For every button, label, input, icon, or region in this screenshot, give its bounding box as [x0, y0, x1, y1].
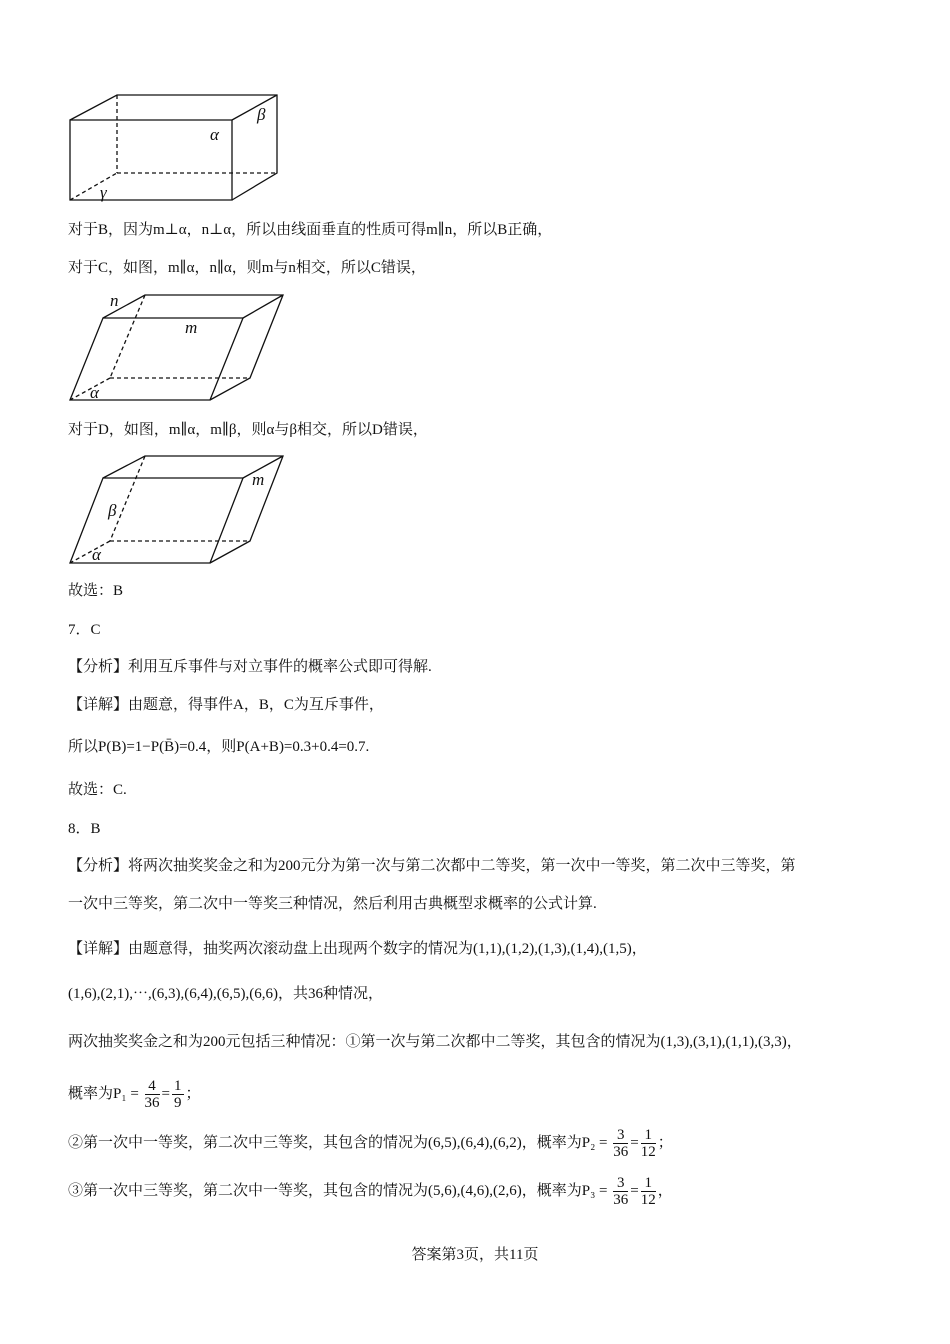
- question-8-answer: 8．B: [68, 821, 101, 837]
- fraction: $\frac{3}{36}$: [613, 1127, 629, 1160]
- label-beta: β: [108, 501, 117, 520]
- label-m: m: [252, 470, 265, 489]
- q8-analysis-2: 一次中三等奖，第二次中一等奖三种情况，然后利用古典概型求概率的公式计算.: [68, 896, 597, 912]
- fraction: $\frac{1}{9}$: [174, 1078, 182, 1111]
- page-footer: 答案第3页，共11页: [411, 1247, 539, 1263]
- q7-detail: 【详解】由题意，得事件A，B，C为互斥事件，: [68, 697, 384, 713]
- q8-detail-3: 两次抽奖奖金之和为200元包括三种情况：①第一次与第二次都中二等奖，其包含的情况为(1,3),(3,1),(1,1),(3,3)，: [68, 1034, 802, 1050]
- fraction: $\frac{4}{36}$: [144, 1078, 160, 1111]
- label-gamma: γ: [100, 183, 107, 202]
- q8-detail-1: 【详解】由题意得，抽奖两次滚动盘上出现两个数字的情况为(1,1),(1,2),(1,3),(1,4),(1,5)，: [68, 941, 647, 957]
- text-option-b: 对于B，因为m⊥α，n⊥α，所以由线面垂直的性质可得m∥n，所以B正确，: [68, 222, 553, 238]
- label-m: m: [185, 318, 198, 337]
- figure-prism-c: [60, 285, 300, 410]
- q8-p1: 概率为P₁ = $\frac{4}{36}$ = $\frac{1}{9}$ ；: [68, 1078, 201, 1111]
- answer-q6: 故选：B: [68, 583, 124, 599]
- figure-cuboid: [60, 85, 300, 210]
- case-3-text: ③第一次中三等奖，第二次中一等奖，其包含的情况为(5,6),(4,6),(2,6)，概率为P₃ =: [68, 1182, 608, 1199]
- q7-choose: 故选：C.: [68, 782, 127, 798]
- q8-case-2: ②第一次中一等奖，第二次中三等奖，其包含的情况为(6,5),(6,4),(6,2)，概率为P₂ = $\frac{3}{36}$ = $\frac{1}{12}$ ；: [68, 1127, 673, 1160]
- text-option-d: 对于D，如图，m∥α，m∥β，则α与β相交，所以D错误，: [68, 422, 428, 438]
- q7-analysis: 【分析】利用互斥事件与对立事件的概率公式即可得解.: [68, 659, 432, 675]
- q8-case-3: ③第一次中三等奖，第二次中一等奖，其包含的情况为(5,6),(4,6),(2,6)，概率为P₃ = $\frac{3}{36}$ = $\frac{1}{12}$ ，: [68, 1175, 673, 1208]
- text-option-c: 对于C，如图，m∥α，n∥α，则m与n相交，所以C错误，: [68, 260, 426, 276]
- q8-analysis-1: 【分析】将两次抽奖奖金之和为200元分为第一次与第二次都中二等奖，第一次中一等奖，第二次中三等奖，第: [68, 858, 796, 874]
- q7-formula: 所以P(B)=1−P(B̄)=0.4，则P(A+B)=0.3+0.4=0.7.: [68, 739, 370, 755]
- label-beta: β: [257, 105, 266, 124]
- label-n: n: [110, 291, 119, 310]
- figure-prism-d: [60, 448, 300, 573]
- question-7-answer: 7．C: [68, 622, 101, 638]
- case-2-text: ②第一次中一等奖，第二次中三等奖，其包含的情况为(6,5),(6,4),(6,2)，概率为P₂ =: [68, 1134, 608, 1151]
- label-alpha: α: [92, 545, 101, 564]
- fraction: $\frac{1}{12}$: [640, 1127, 656, 1160]
- q8-detail-2: (1,6),(2,1),⋯,(6,3),(6,4),(6,5),(6,6)，共36种情况，: [68, 986, 383, 1002]
- fraction: $\frac{1}{12}$: [640, 1175, 656, 1208]
- label-alpha: α: [210, 125, 219, 144]
- label-alpha: α: [90, 383, 99, 402]
- p1-label: 概率为P₁ =: [68, 1085, 139, 1102]
- fraction: $\frac{3}{36}$: [613, 1175, 629, 1208]
